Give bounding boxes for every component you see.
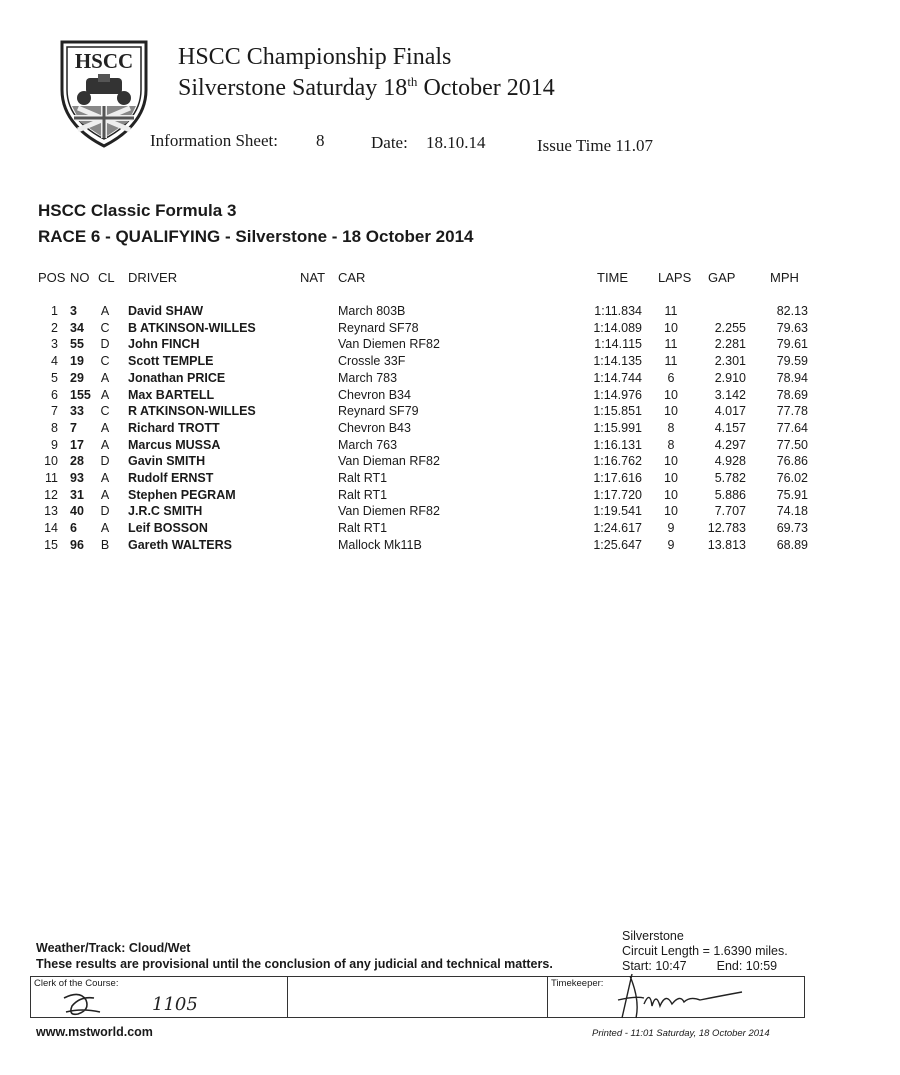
cell-laps: 9: [667, 537, 675, 552]
info-sheet-label: Information Sheet:: [150, 131, 278, 150]
cell-time: 1:17.616: [593, 471, 642, 485]
cell-cl: D: [100, 337, 110, 352]
cell-no: 40: [70, 504, 84, 519]
cell-driver: Gavin SMITH: [128, 454, 206, 469]
cell-laps: 10: [664, 320, 678, 335]
date-value: 18.10.14: [426, 133, 486, 152]
cell-car: Van Dieman RF82: [338, 454, 440, 469]
cell-car: Reynard SF78: [338, 320, 419, 335]
cell-no: 28: [70, 454, 84, 469]
cell-no: 33: [70, 404, 84, 419]
cell-laps: 8: [667, 437, 675, 452]
cell-time: 1:11.834: [594, 304, 642, 318]
cell-mph: 77.64: [776, 420, 808, 435]
cell-car: Crossle 33F: [338, 354, 406, 369]
end-time: End: 10:59: [716, 959, 778, 973]
cell-time: 1:24.617: [593, 521, 642, 536]
cell-pos: 12: [44, 487, 58, 502]
info-sheet-number: 8: [316, 131, 325, 150]
printed-timestamp: Printed - 11:01 Saturday, 18 October 2014: [592, 1028, 770, 1039]
table-row: [0, 438, 900, 455]
cell-no: 3: [70, 304, 77, 318]
cell-no: 7: [70, 420, 77, 435]
cell-car: Reynard SF79: [338, 404, 419, 419]
start-time: Start: 10:47: [622, 959, 687, 973]
table-row: [0, 454, 900, 471]
provisional-notice: These results are provisional until the conclusion of any judicial and technical matters.: [36, 957, 553, 971]
cell-time: 1:17.720: [593, 487, 642, 502]
cell-pos: 10: [44, 454, 58, 469]
cell-pos: 9: [51, 437, 58, 452]
cell-car: Chevron B43: [338, 420, 411, 435]
cell-driver: Scott TEMPLE: [128, 354, 214, 369]
col-header-laps: LAPS: [658, 270, 692, 285]
cell-cl: A: [100, 487, 110, 502]
cell-cl: A: [100, 471, 110, 485]
cell-driver: Gareth WALTERS: [128, 537, 232, 552]
cell-laps: 8: [667, 420, 675, 435]
cell-mph: 78.69: [776, 387, 808, 402]
clerk-label: Clerk of the Course:: [34, 978, 119, 989]
table-row: [0, 321, 900, 338]
cell-mph: 74.18: [776, 504, 808, 519]
cell-car: Ralt RT1: [338, 487, 388, 502]
cell-mph: 77.78: [776, 404, 808, 419]
cell-pos: 8: [51, 420, 58, 435]
cell-no: 93: [70, 471, 84, 485]
cell-time: 1:14.135: [593, 354, 642, 369]
cell-laps: 10: [664, 471, 678, 485]
col-header-driver: DRIVER: [128, 270, 178, 285]
col-header-cl: CL: [98, 270, 115, 285]
cell-driver: Rudolf ERNST: [128, 471, 214, 485]
event-title: HSCC Championship Finals: [178, 44, 452, 70]
cell-gap: 2.910: [714, 370, 746, 385]
cell-laps: 9: [667, 521, 675, 536]
circuit-name: Silverstone: [622, 929, 684, 943]
cell-time: 1:25.647: [593, 537, 642, 552]
cell-laps: 10: [664, 387, 678, 402]
clerk-note: 1105: [152, 994, 198, 1015]
cell-cl: D: [100, 454, 110, 469]
cell-gap: 4.928: [714, 454, 746, 469]
table-row: [0, 471, 900, 488]
cell-pos: 5: [51, 370, 58, 385]
cell-pos: 7: [51, 404, 58, 419]
table-row: [0, 304, 900, 321]
col-header-nat: NAT: [300, 270, 326, 285]
cell-gap: 2.255: [714, 320, 746, 335]
table-row: [0, 388, 900, 405]
cell-mph: 82.13: [776, 304, 808, 318]
cell-no: 17: [70, 437, 84, 452]
cell-car: March 783: [338, 370, 398, 385]
table-row: [0, 404, 900, 421]
cell-mph: 68.89: [776, 537, 808, 552]
cell-time: 1:15.991: [593, 420, 642, 435]
cell-cl: A: [100, 521, 110, 536]
cell-no: 55: [70, 337, 84, 352]
cell-cl: A: [100, 304, 110, 318]
cell-mph: 76.02: [776, 471, 808, 485]
cell-time: 1:14.115: [594, 337, 642, 352]
cell-no: 6: [70, 521, 77, 536]
cell-cl: C: [100, 404, 110, 419]
clerk-signature: [60, 988, 240, 1020]
cell-mph: 77.50: [776, 437, 808, 452]
cell-time: 1:19.541: [593, 504, 642, 519]
cell-gap: 12.783: [707, 521, 746, 536]
cell-time: 1:16.131: [593, 437, 642, 452]
date-label: Date:: [371, 133, 408, 152]
cell-laps: 11: [664, 304, 678, 318]
cell-gap: 4.157: [714, 420, 746, 435]
cell-car: Mallock Mk11B: [338, 537, 422, 552]
cell-cl: C: [100, 354, 110, 369]
cell-laps: 6: [667, 370, 675, 385]
cell-no: 96: [70, 537, 84, 552]
cell-pos: 15: [44, 537, 58, 552]
website-link[interactable]: www.mstworld.com: [36, 1025, 153, 1039]
cell-laps: 10: [664, 504, 678, 519]
cell-gap: 5.886: [714, 487, 746, 502]
cell-cl: B: [100, 537, 110, 552]
event-subtitle: Silverstone Saturday 18th October 2014: [178, 74, 555, 101]
col-header-pos: POS: [38, 270, 66, 285]
table-row: [0, 371, 900, 388]
cell-pos: 3: [51, 337, 58, 352]
logo-text: HSCC: [74, 49, 134, 73]
cell-car: Ralt RT1: [338, 521, 388, 536]
col-header-no: NO: [70, 270, 90, 285]
cell-driver: Stephen PEGRAM: [128, 487, 236, 502]
cell-driver: J.R.C SMITH: [128, 504, 203, 519]
cell-gap: 4.297: [714, 437, 746, 452]
cell-gap: 3.142: [714, 387, 746, 402]
cell-gap: 2.281: [714, 337, 746, 352]
cell-driver: Leif BOSSON: [128, 521, 208, 536]
cell-time: 1:15.851: [593, 404, 642, 419]
cell-driver: David SHAW: [128, 304, 204, 318]
cell-cl: A: [100, 437, 110, 452]
cell-gap: 5.782: [714, 471, 746, 485]
cell-pos: 13: [44, 504, 58, 519]
cell-time: 1:14.744: [593, 370, 642, 385]
table-row: [0, 337, 900, 354]
cell-cl: A: [100, 387, 110, 402]
table-row: [0, 488, 900, 505]
cell-gap: 13.813: [707, 537, 746, 552]
cell-cl: C: [100, 320, 110, 335]
table-row: [0, 538, 900, 555]
cell-pos: 6: [51, 387, 58, 402]
cell-driver: Marcus MUSSA: [128, 437, 221, 452]
table-row: [0, 504, 900, 521]
cell-mph: 69.73: [776, 521, 808, 536]
table-row: [0, 421, 900, 438]
cell-laps: 11: [664, 354, 678, 369]
cell-mph: 78.94: [776, 370, 808, 385]
cell-pos: 1: [51, 304, 58, 318]
cell-mph: 76.86: [776, 454, 808, 469]
hscc-logo: [58, 38, 150, 148]
cell-no: 29: [70, 370, 84, 385]
cell-no: 19: [70, 354, 84, 369]
cell-mph: 75.91: [776, 487, 808, 502]
cell-gap: 4.017: [714, 404, 746, 419]
cell-car: Ralt RT1: [338, 471, 388, 485]
cell-car: March 803B: [338, 304, 406, 318]
timekeeper-signature: [600, 970, 750, 1022]
cell-no: 155: [70, 387, 91, 402]
cell-cl: A: [100, 370, 110, 385]
circuit-length: Circuit Length = 1.6390 miles.: [622, 944, 788, 958]
cell-pos: 4: [51, 354, 58, 369]
cell-car: Van Diemen RF82: [338, 504, 440, 519]
series-title: HSCC Classic Formula 3: [38, 201, 237, 220]
cell-time: 1:14.089: [593, 320, 642, 335]
col-header-gap: GAP: [708, 270, 736, 285]
cell-mph: 79.59: [776, 354, 808, 369]
cell-laps: 11: [664, 337, 678, 352]
cell-cl: A: [100, 420, 110, 435]
cell-driver: Jonathan PRICE: [128, 370, 226, 385]
cell-laps: 10: [664, 404, 678, 419]
cell-driver: R ATKINSON-WILLES: [128, 404, 256, 419]
cell-car: Chevron B34: [338, 387, 411, 402]
cell-cl: D: [100, 504, 110, 519]
cell-driver: B ATKINSON-WILLES: [128, 320, 256, 335]
signature-divider: [287, 977, 288, 1017]
cell-time: 1:14.976: [593, 387, 642, 402]
table-row: [0, 354, 900, 371]
col-header-car: CAR: [338, 270, 366, 285]
cell-laps: 10: [664, 454, 678, 469]
cell-pos: 11: [45, 471, 58, 485]
cell-laps: 10: [664, 487, 678, 502]
cell-time: 1:16.762: [593, 454, 642, 469]
cell-driver: Richard TROTT: [128, 420, 220, 435]
cell-gap: 2.301: [714, 354, 746, 369]
col-header-time: TIME: [597, 270, 629, 285]
cell-mph: 79.63: [776, 320, 808, 335]
cell-pos: 14: [44, 521, 58, 536]
cell-mph: 79.61: [776, 337, 808, 352]
signature-divider: [547, 977, 548, 1017]
race-title: RACE 6 - QUALIFYING - Silverstone - 18 October 2014: [38, 227, 474, 246]
table-row: [0, 521, 900, 538]
cell-driver: John FINCH: [128, 337, 200, 352]
cell-no: 31: [70, 487, 84, 502]
issue-time: Issue Time 11.07: [537, 136, 654, 155]
cell-car: Van Diemen RF82: [338, 337, 440, 352]
timekeeper-label: Timekeeper:: [551, 978, 604, 989]
cell-pos: 2: [51, 320, 58, 335]
cell-no: 34: [70, 320, 84, 335]
cell-driver: Max BARTELL: [128, 387, 215, 402]
col-header-mph: MPH: [770, 270, 799, 285]
cell-car: March 763: [338, 437, 398, 452]
weather-track: Weather/Track: Cloud/Wet: [36, 941, 191, 955]
cell-gap: 7.707: [714, 504, 746, 519]
